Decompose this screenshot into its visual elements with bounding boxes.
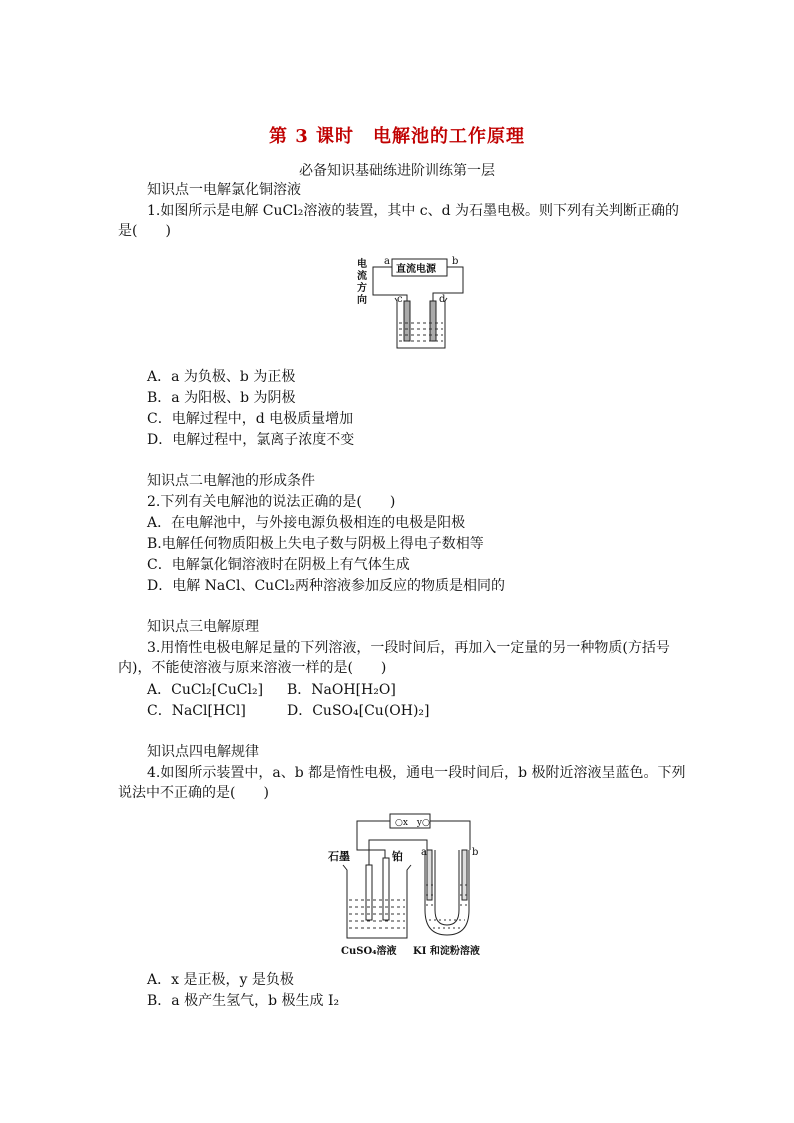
section4-heading: 知识点四电解规律 — [147, 744, 259, 760]
label-d: d — [439, 294, 446, 305]
section3-heading: 知识点三电解原理 — [147, 619, 259, 635]
question2: 2.下列有关电解池的说法正确的是( ) — [147, 494, 396, 510]
label-b: b — [452, 256, 459, 267]
q1-option-a: A．a 为负极、b 为正极 — [147, 369, 296, 385]
current-label-2: 流 — [357, 271, 367, 282]
q2-option-b: B.电解任何物质阳极上失电子数与阴极上得电子数相等 — [147, 536, 484, 552]
electrode-b — [462, 850, 467, 900]
label-c: c — [397, 294, 403, 305]
power-label: 直流电源 — [396, 264, 436, 275]
cuso4-label: CuSO₄溶液 — [341, 946, 397, 957]
q4-option-a: A．x 是正极，y 是负极 — [147, 972, 294, 988]
platinum-label: 铂 — [392, 850, 403, 863]
page-subtitle: 必备知识基础练进阶训练第一层 — [299, 163, 495, 179]
label-b: b — [472, 847, 479, 858]
electrode-a — [427, 850, 432, 900]
section2-heading: 知识点二电解池的形成条件 — [147, 473, 315, 489]
q2-option-a: A．在电解池中，与外接电源负极相连的电极是阳极 — [147, 515, 466, 531]
label-a: a — [384, 256, 390, 267]
q4-option-b: B．a 极产生氢气，b 极生成 I₂ — [147, 993, 340, 1009]
section1-heading: 知识点一电解氯化铜溶液 — [147, 182, 301, 198]
q3-option-c: C．NaCl[HCl] — [147, 703, 246, 719]
question3-line2: 内)，不能使溶液与原来溶液一样的是( ) — [118, 660, 387, 676]
q1-option-b: B．a 为阳极、b 为阴极 — [147, 390, 296, 406]
current-label-4: 向 — [357, 295, 367, 306]
q1-option-c: C．电解过程中，d 电极质量增加 — [147, 411, 354, 427]
question4-line2: 说法中不正确的是( ) — [118, 785, 269, 801]
graphite-electrode — [366, 865, 372, 920]
platinum-electrode — [383, 858, 389, 920]
power-xy-label: ○x y○ — [395, 818, 430, 828]
left-solution-fill — [349, 900, 405, 928]
graphite-label: 石墨 — [328, 850, 350, 863]
question3-line1: 3.用惰性电极电解足量的下列溶液，一段时间后，再加入一定量的另一种物质(方括号 — [147, 640, 670, 656]
current-label-1: 电 — [357, 259, 367, 270]
q3-option-a: A．CuCl₂[CuCl₂] — [147, 682, 264, 698]
question1-line2: 是( ) — [118, 223, 171, 239]
label-a: a — [421, 847, 427, 858]
q1-option-d: D．电解过程中，氯离子浓度不变 — [147, 432, 355, 448]
q3-option-d: D．CuSO₄[Cu(OH)₂] — [287, 703, 430, 719]
current-label-3: 方 — [357, 283, 367, 294]
q3-option-b: B．NaOH[H₂O] — [287, 682, 396, 698]
ki-starch-label: KI 和淀粉溶液 — [413, 946, 480, 957]
q2-option-d: D．电解 NaCl、CuCl₂两种溶液参加反应的物质是相同的 — [147, 578, 505, 594]
u-tube-inner — [435, 850, 459, 925]
question4-line1: 4.如图所示装置中，a、b 都是惰性电极，通电一段时间后，b 极附近溶液呈蓝色。下列 — [147, 765, 686, 781]
electrolysis-figure-1 — [355, 253, 475, 353]
q2-option-c: C．电解氯化铜溶液时在阴极上有气体生成 — [147, 557, 410, 573]
electrolysis-figure-2 — [325, 810, 500, 960]
page-title: 第 3 课时 电解池的工作原理 — [268, 126, 526, 147]
question1-line1: 1.如图所示是电解 CuCl₂溶液的装置，其中 c、d 为石墨电极。则下列有关判断正确的 — [147, 203, 680, 219]
